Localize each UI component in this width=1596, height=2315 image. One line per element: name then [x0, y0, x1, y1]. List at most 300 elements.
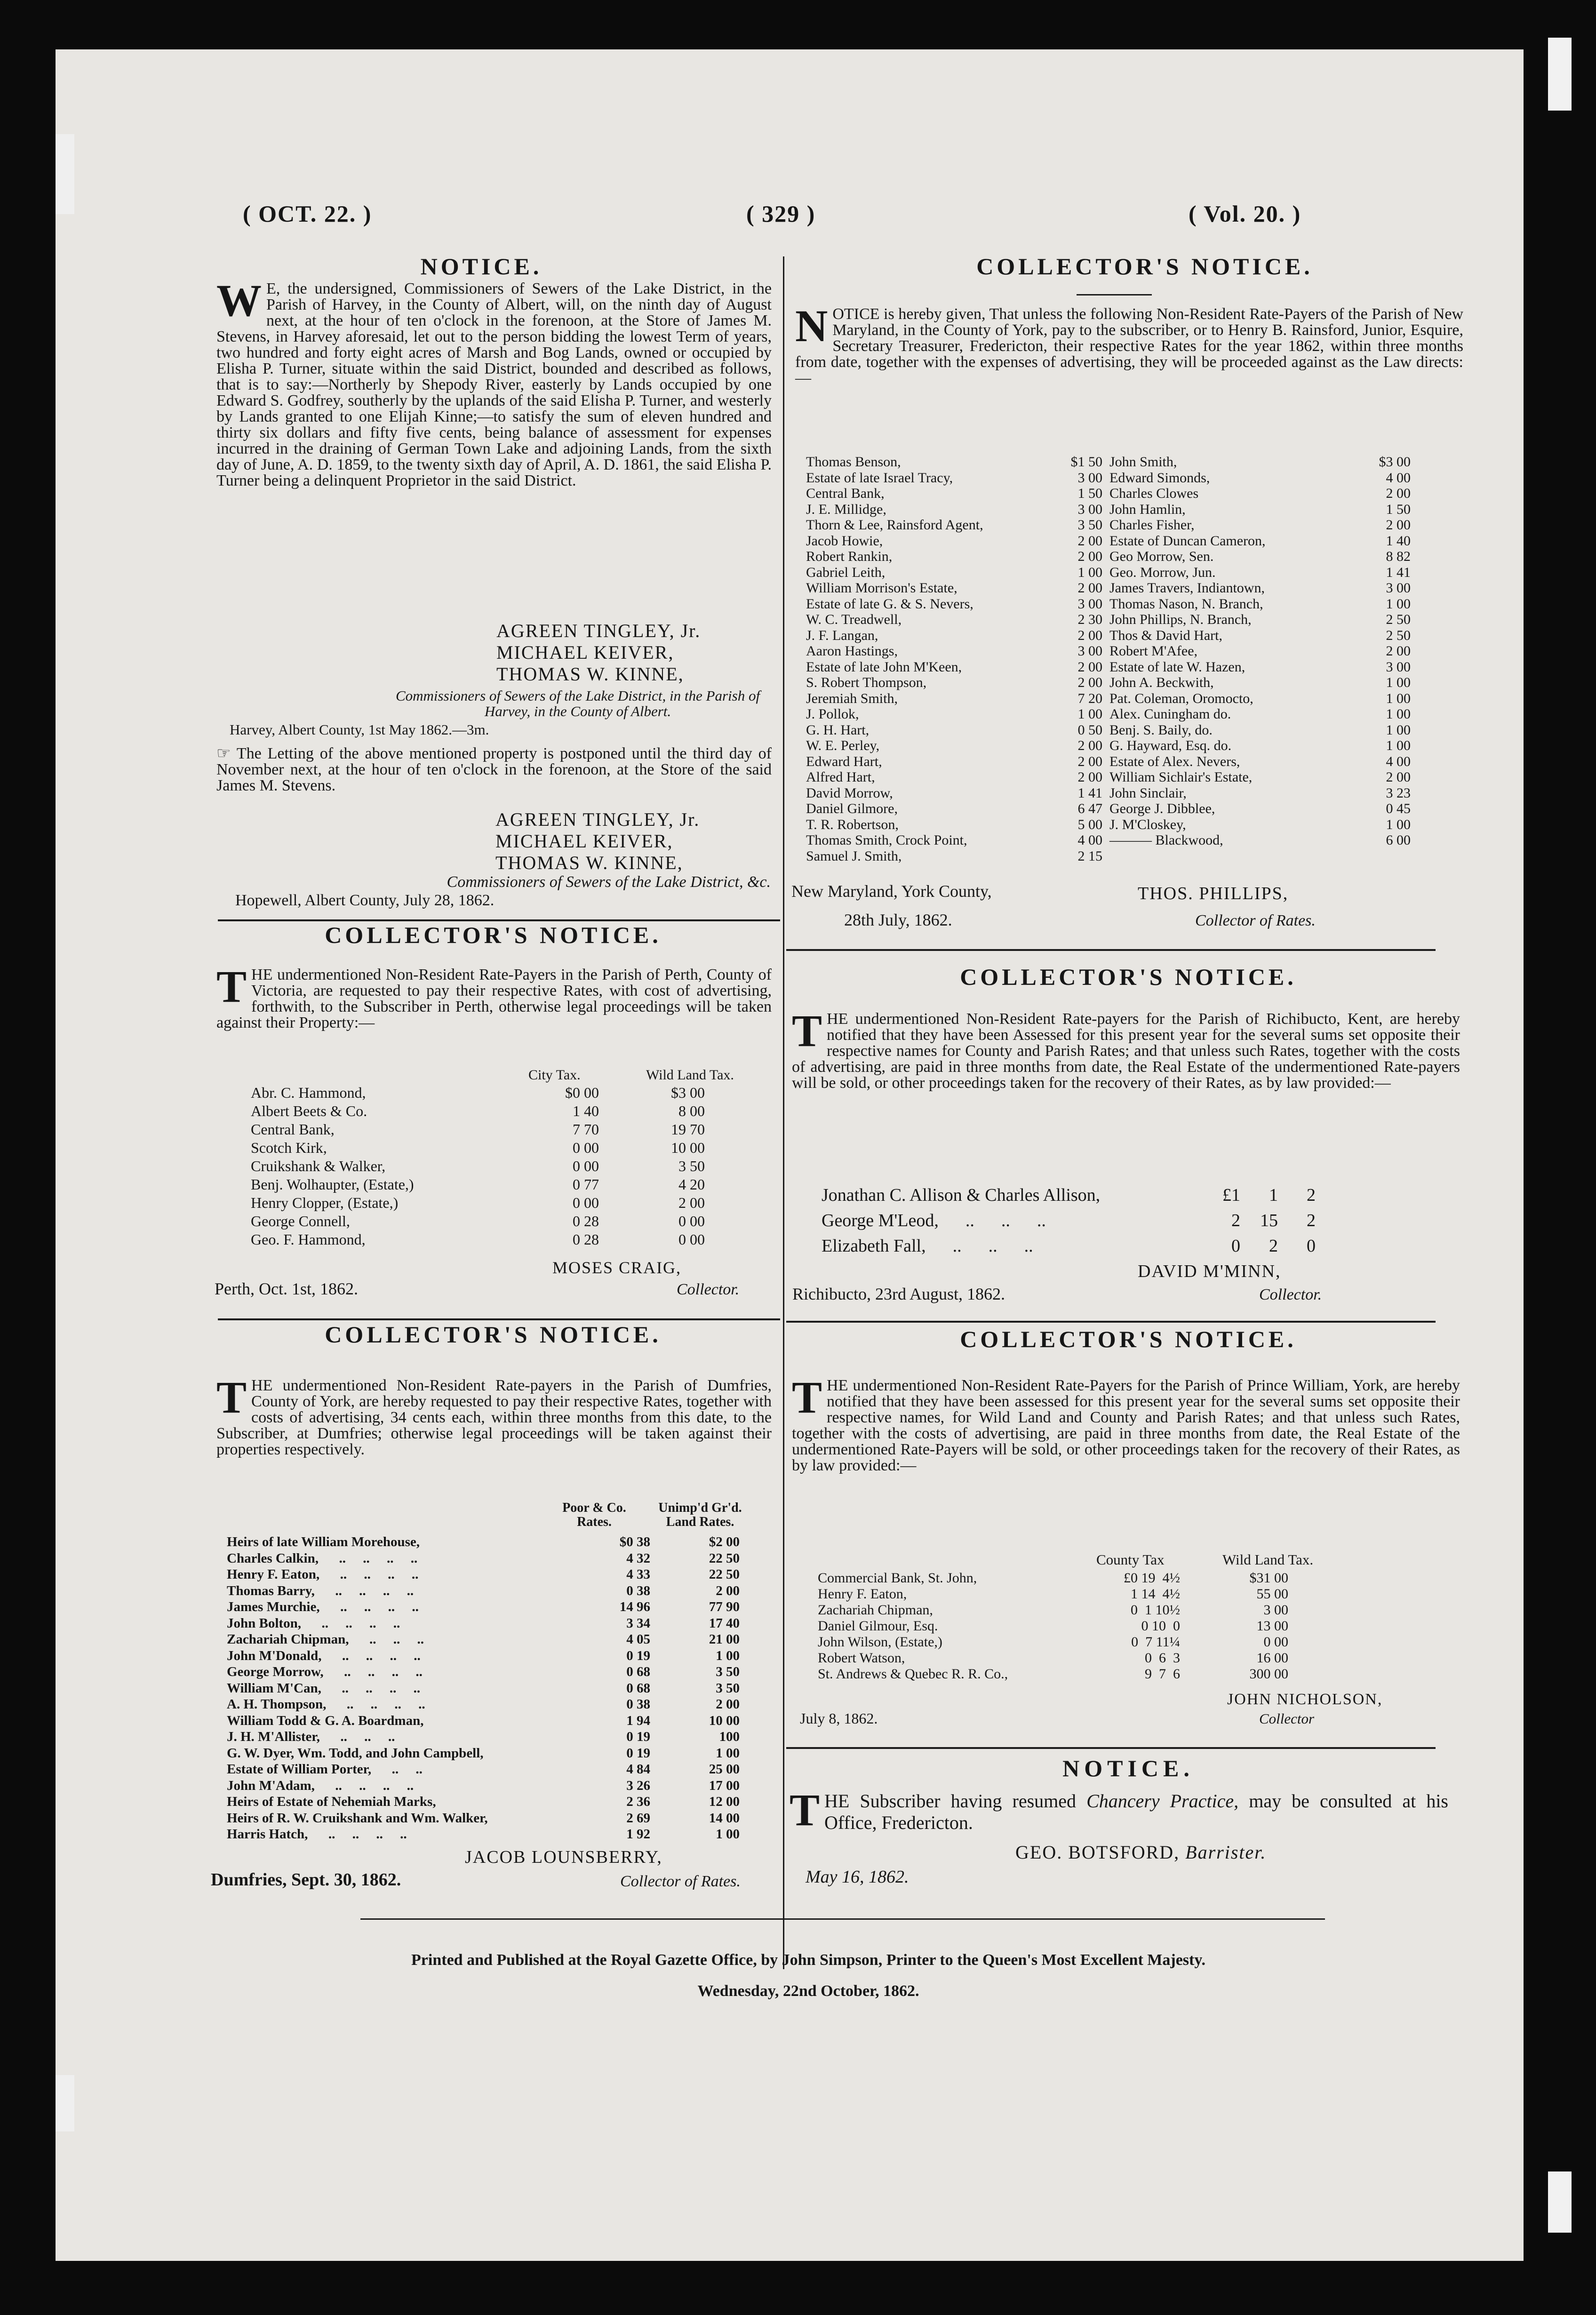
city-tax: 0 77: [573, 1176, 599, 1193]
notice-body: THE undermentioned Non-Resident Rate-payers in the Parish of Dumfries, County of York, are hereby requested to pay their respective Rates, together with costs of advertising, 34 cents each, within three months from this date, to the Subscriber, at Dumfries; otherwise legal proceedings will be taken against their properties respectively.: [216, 1372, 772, 1458]
wild-land-tax: 0 00: [678, 1213, 705, 1229]
notice-title: COLLECTOR'S NOTICE.: [960, 964, 1297, 990]
list-item: [1109, 502, 1411, 518]
payer-name: A. H. Thompson, .. .. .. ..: [227, 1697, 425, 1712]
payer-amount: 1 50: [1077, 486, 1102, 501]
payer-name: Robert Watson,: [818, 1650, 905, 1666]
list-item: [1109, 769, 1411, 785]
payer-name: Abr. C. Hammond,: [251, 1084, 366, 1101]
table-row: [251, 1194, 721, 1212]
payer-amount: 2 00: [1386, 486, 1411, 501]
county-tax: 0 6 3: [1145, 1650, 1180, 1666]
land-rate: 100: [719, 1729, 740, 1744]
signatories-2: AGREEN TINGLEY, Jr. MICHAEL KEIVER, THOMAS W. KINNE,: [495, 809, 700, 873]
table-row: [818, 1602, 1378, 1618]
list-item: [806, 643, 1102, 659]
list-item: [1109, 659, 1411, 675]
title-rule: [1077, 294, 1152, 295]
city-tax: 0 00: [573, 1158, 599, 1174]
list-item: [806, 454, 1102, 470]
poor-county-rate: 2 69: [626, 1810, 650, 1826]
section-rule: [786, 1747, 1436, 1749]
collector-name: DAVID M'MINN,: [1138, 1261, 1281, 1281]
list-item: [806, 785, 1102, 801]
table-row: [818, 1650, 1378, 1666]
poor-county-rate: 4 33: [626, 1567, 650, 1582]
payer-name: Henry F. Eaton,: [818, 1586, 907, 1602]
list-item: [1109, 706, 1411, 722]
amount: 2: [1307, 1185, 1316, 1205]
payer-amount: 2 00: [1077, 533, 1102, 549]
table-row: [251, 1120, 721, 1139]
table-row: [822, 1208, 1349, 1233]
place-date: Harvey, Albert County, 1st May 1862.—3m.: [230, 721, 489, 738]
amount: 0: [1307, 1236, 1316, 1256]
rate-list-right: [1109, 454, 1411, 848]
payer-amount: 2 00: [1077, 753, 1102, 769]
list-item: [806, 628, 1102, 644]
payer-name: Thomas Benson,: [806, 454, 901, 470]
poor-county-rate: 0 38: [626, 1583, 650, 1598]
poor-county-rate: 0 68: [626, 1664, 650, 1679]
poor-county-rate: 4 05: [626, 1632, 650, 1647]
notice-body: NOTICE is hereby given, That unless the following Non-Resident Rate-Payers of the Parish of New Maryland, in the County of York, pay to the subscriber, or to Henry B. Rainsford, Junior, Esquire, Secretary Treasurer, Fredericton, their respective Rates for the year 1862, within three months from date, together with the expenses of advertising, they will be proceeded against as the Law directs:—: [795, 301, 1463, 387]
payer-amount: 3 00: [1077, 501, 1102, 517]
payer-name: Alfred Hart,: [806, 769, 875, 785]
payer-amount: 8 82: [1386, 549, 1411, 564]
notice-body: THE Subscriber having resumed Chancery Practice, may be consulted at his Office, Fredericton.: [790, 1785, 1449, 1835]
payer-name: William Sichlair's Estate,: [1109, 769, 1253, 785]
land-rate: 3 50: [716, 1680, 740, 1696]
list-item: [1109, 785, 1411, 801]
payer-name: Harris Hatch, .. .. .. ..: [227, 1827, 407, 1842]
payer-name: George Morrow, .. .. .. ..: [227, 1664, 423, 1679]
payer-amount: 1 00: [1386, 596, 1411, 612]
payer-amount: 3 00: [1077, 596, 1102, 612]
land-rate: 1 00: [716, 1648, 740, 1663]
payer-name: G. W. Dyer, Wm. Todd, and John Campbell,: [227, 1745, 484, 1761]
payer-name: Thomas Nason, N. Branch,: [1109, 596, 1263, 612]
wild-land-tax: $3 00: [671, 1084, 705, 1101]
drop-cap: T: [216, 1372, 247, 1422]
table-row: [818, 1618, 1378, 1634]
notice-title: COLLECTOR'S NOTICE.: [325, 1321, 662, 1348]
notice-title: NOTICE.: [1062, 1755, 1194, 1781]
wild-land-tax: 55 00: [1256, 1586, 1288, 1602]
payer-name: W. C. Treadwell,: [806, 612, 902, 627]
table-row: [251, 1212, 721, 1230]
table-row: [227, 1599, 763, 1615]
payer-name: Heirs of Estate of Nehemiah Marks,: [227, 1794, 436, 1809]
payer-name: J. F. Langan,: [806, 627, 878, 643]
payer-name: Edward Simonds,: [1109, 470, 1210, 486]
payer-name: Jonathan C. Allison & Charles Allison,: [822, 1185, 1101, 1205]
amount: 2: [1231, 1211, 1240, 1230]
payer-name: John Bolton, .. .. .. ..: [227, 1615, 400, 1631]
notice-title: COLLECTOR'S NOTICE.: [325, 922, 662, 948]
column-header: Unimp'd Gr'd. Land Rates.: [658, 1501, 742, 1529]
payer-amount: 7 20: [1077, 690, 1102, 706]
payer-amount: 1 41: [1386, 564, 1411, 580]
drop-cap: T: [792, 1006, 822, 1056]
payer-name: Estate of late John M'Keen,: [806, 659, 962, 675]
wild-land-tax: 2 00: [678, 1194, 705, 1211]
list-item: [806, 533, 1102, 549]
payer-amount: 6 00: [1386, 832, 1411, 848]
poor-county-rate: $0 38: [619, 1534, 650, 1549]
payer-name: Estate of late Israel Tracy,: [806, 470, 953, 486]
list-item: [806, 832, 1102, 848]
payer-name: Aaron Hastings,: [806, 643, 898, 659]
postponement-note: ☞ The Letting of the above mentioned property is postponed until the third day of November next, at the hour of ten o'clock in the forenoon, at the Store of the said James M. Stevens.: [216, 745, 772, 794]
wild-land-tax: 3 50: [678, 1158, 705, 1174]
payer-name: Central Bank,: [806, 486, 885, 501]
wild-land-tax: 3 00: [1263, 1602, 1288, 1618]
payer-amount: 4 00: [1077, 832, 1102, 848]
list-item: [1109, 517, 1411, 533]
wild-land-tax: 8 00: [678, 1102, 705, 1119]
list-item: [1109, 549, 1411, 565]
poor-county-rate: 3 26: [626, 1778, 650, 1793]
payer-name: Henry F. Eaton, .. .. .. ..: [227, 1567, 419, 1582]
payer-amount: 2 15: [1077, 848, 1102, 864]
list-item: [1109, 580, 1411, 596]
payer-name: Robert Rankin,: [806, 549, 893, 564]
page-edge-tab: [1548, 38, 1572, 111]
table-row: [251, 1230, 721, 1249]
land-rate: 22 50: [709, 1567, 740, 1582]
payer-name: Robert M'Afee,: [1109, 643, 1198, 659]
table-row: [227, 1761, 763, 1778]
collector-role: Collector of Rates.: [620, 1873, 741, 1890]
list-item: [806, 517, 1102, 533]
payer-name: J. Pollok,: [806, 706, 859, 722]
table-row: [822, 1233, 1349, 1259]
payer-name: George J. Dibblee,: [1109, 801, 1215, 816]
table-row: [227, 1810, 763, 1827]
poor-county-rate: 0 19: [626, 1745, 650, 1761]
payer-name: Geo. F. Hammond,: [251, 1231, 366, 1248]
newspaper-page: [56, 49, 1524, 2261]
land-rate: $2 00: [709, 1534, 740, 1549]
payer-name: John Phillips, N. Branch,: [1109, 612, 1252, 627]
payer-name: John Sinclair,: [1109, 785, 1187, 801]
payer-name: George M'Leod, .. .. ..: [822, 1211, 1046, 1230]
list-item: [1109, 470, 1411, 486]
city-tax: 0 00: [573, 1194, 599, 1211]
county-tax: 0 7 11¼: [1131, 1634, 1180, 1650]
list-item: [1109, 486, 1411, 502]
poor-county-rate: 0 19: [626, 1729, 650, 1744]
payer-amount: 3 23: [1386, 785, 1411, 801]
payer-name: Benj. S. Baily, do.: [1109, 722, 1213, 738]
table-row: [227, 1794, 763, 1810]
list-item: [1109, 596, 1411, 612]
payer-amount: 2 00: [1077, 627, 1102, 643]
table-row: [818, 1666, 1378, 1682]
table-row: [227, 1648, 763, 1664]
list-item: [806, 596, 1102, 612]
payer-name: St. Andrews & Quebec R. R. Co.,: [818, 1666, 1008, 1682]
list-item: [1109, 533, 1411, 549]
section-rule: [786, 949, 1436, 951]
table-row: [818, 1570, 1378, 1586]
amount: 2: [1307, 1211, 1316, 1230]
payer-amount: 4 00: [1386, 753, 1411, 769]
table-row: [818, 1586, 1378, 1602]
wild-land-tax: 0 00: [1263, 1634, 1288, 1650]
payer-amount: 4 00: [1386, 470, 1411, 486]
place-date: July 8, 1862.: [800, 1710, 878, 1727]
payer-name: James Murchie, .. .. .. ..: [227, 1599, 419, 1614]
payer-amount: 3 00: [1077, 470, 1102, 486]
payer-amount: 2 00: [1077, 769, 1102, 785]
payer-name: Heirs of late William Morehouse,: [227, 1534, 420, 1549]
payer-name: Estate of late G. & S. Nevers,: [806, 596, 974, 612]
column-header: Wild Land Tax.: [646, 1067, 734, 1083]
place-date-2: Hopewell, Albert County, July 28, 1862.: [235, 892, 495, 909]
payer-name: Elizabeth Fall, .. .. ..: [822, 1236, 1033, 1256]
section-rule: [218, 1318, 780, 1320]
list-item: [806, 565, 1102, 581]
payer-amount: 3 00: [1386, 580, 1411, 596]
payer-amount: 1 00: [1386, 706, 1411, 722]
notice-body: THE undermentioned Non-Resident Rate-Payers for the Parish of Prince William, York, are hereby notified that they have been assessed for this present year for the several sums set opposite their respective names, for Wild Land and County and Parish Rates; and that unless such Rates, together with the costs of advertising, are paid in three months from date, the Real Estate of the undermentioned Rate-Payers will be sold, or other proceedings taken for the recovery of their Rates, as by law provided:—: [792, 1372, 1460, 1474]
payer-name: J. M'Closkey,: [1109, 816, 1186, 832]
payer-amount: $3 00: [1379, 454, 1411, 470]
payer-name: Estate of Duncan Cameron,: [1109, 533, 1266, 549]
payer-amount: 2 00: [1077, 580, 1102, 596]
payer-amount: 1 41: [1077, 785, 1102, 801]
rate-table: [822, 1182, 1349, 1259]
section-rule: [786, 1321, 1436, 1323]
wild-land-tax: 4 20: [678, 1176, 705, 1193]
table-row: [227, 1696, 763, 1713]
payer-amount: 2 50: [1386, 612, 1411, 627]
payer-amount: 3 00: [1386, 659, 1411, 675]
payer-amount: 1 00: [1386, 738, 1411, 753]
wild-land-tax: 300 00: [1249, 1666, 1288, 1682]
list-item: [806, 738, 1102, 754]
place-date: Richibucto, 23rd August, 1862.: [792, 1285, 1005, 1303]
list-item: [1109, 722, 1411, 738]
payer-name: Commercial Bank, St. John,: [818, 1570, 977, 1586]
collector-name: MOSES CRAIG,: [552, 1258, 682, 1277]
binding-tab: [56, 134, 74, 214]
page-edge-tab: [1548, 2171, 1572, 2233]
county-tax: 0 1 10½: [1131, 1602, 1180, 1618]
payer-name: Thos & David Hart,: [1109, 627, 1222, 643]
land-rate: 14 00: [709, 1810, 740, 1826]
payer-amount: 5 00: [1077, 816, 1102, 832]
poor-county-rate: 14 96: [619, 1599, 650, 1614]
payer-amount: 1 50: [1386, 501, 1411, 517]
collector-name: JOHN NICHOLSON,: [1227, 1691, 1383, 1708]
column-header: Wild Land Tax.: [1222, 1551, 1314, 1568]
drop-cap: T: [790, 1785, 820, 1835]
table-row: [227, 1550, 763, 1567]
list-item: [1109, 691, 1411, 707]
payer-name: John Smith,: [1109, 454, 1177, 470]
list-item: [1109, 738, 1411, 754]
county-tax: £0 19 4½: [1124, 1570, 1180, 1586]
rate-table: [227, 1534, 763, 1843]
payer-amount: 2 00: [1386, 517, 1411, 533]
payer-amount: 1 00: [1077, 706, 1102, 722]
city-tax: $0 00: [565, 1084, 599, 1101]
payer-amount: $1 50: [1070, 454, 1102, 470]
table-row: [227, 1566, 763, 1583]
list-item: [806, 502, 1102, 518]
list-item: [806, 848, 1102, 864]
poor-county-rate: 4 32: [626, 1550, 650, 1566]
payer-name: James Travers, Indiantown,: [1109, 580, 1265, 596]
list-item: [1109, 801, 1411, 817]
list-item: [806, 675, 1102, 691]
list-item: [806, 580, 1102, 596]
table-row: [251, 1139, 721, 1157]
payer-name: John A. Beckwith,: [1109, 675, 1214, 690]
payer-name: Estate of William Porter, .. ..: [227, 1762, 423, 1777]
list-item: [1109, 675, 1411, 691]
list-item: [1109, 612, 1411, 628]
signatories: AGREEN TINGLEY, Jr. MICHAEL KEIVER, THOMAS W. KINNE,: [496, 620, 701, 685]
payer-name: John Hamlin,: [1109, 501, 1186, 517]
payer-amount: 0 45: [1386, 801, 1411, 816]
payer-name: Jeremiah Smith,: [806, 690, 898, 706]
payer-name: Central Bank,: [251, 1121, 335, 1138]
payer-amount: 6 47: [1077, 801, 1102, 816]
table-row: [251, 1157, 721, 1175]
list-item: [806, 691, 1102, 707]
county-tax: 9 7 6: [1145, 1666, 1180, 1682]
amount: 1: [1269, 1185, 1278, 1205]
city-tax: 0 28: [573, 1231, 599, 1248]
collector-role: Collector of Rates.: [1195, 912, 1316, 929]
collector-role: Collector: [1259, 1710, 1315, 1727]
wild-land-tax: 0 00: [678, 1231, 705, 1248]
payer-name: Zachariah Chipman, .. .. ..: [227, 1632, 424, 1647]
table-row: [227, 1680, 763, 1697]
payer-name: Charles Fisher,: [1109, 517, 1195, 533]
table-row: [227, 1631, 763, 1648]
payer-amount: 1 00: [1386, 675, 1411, 690]
list-item: [806, 470, 1102, 486]
payer-amount: 1 00: [1386, 722, 1411, 738]
payer-name: Estate of Alex. Nevers,: [1109, 753, 1240, 769]
amount: 15: [1260, 1211, 1278, 1230]
payer-name: G. H. Hart,: [806, 722, 870, 738]
notice-title: COLLECTOR'S NOTICE.: [976, 253, 1313, 279]
payer-amount: 2 00: [1386, 643, 1411, 659]
payer-amount: 2 00: [1386, 769, 1411, 785]
wild-land-tax: 19 70: [671, 1121, 705, 1138]
table-row: [227, 1583, 763, 1599]
place-date: Perth, Oct. 1st, 1862.: [215, 1279, 358, 1298]
publication-date: Wednesday, 22nd October, 1862.: [697, 1982, 919, 2000]
payer-amount: 2 00: [1077, 659, 1102, 675]
payer-name: Thorn & Lee, Rainsford Agent,: [806, 517, 983, 533]
payer-name: Zachariah Chipman,: [818, 1602, 933, 1618]
attorney-name: GEO. BOTSFORD, Barrister.: [1015, 1842, 1267, 1863]
payer-name: Cruikshank & Walker,: [251, 1158, 386, 1174]
poor-county-rate: 1 94: [626, 1713, 650, 1728]
drop-cap: T: [792, 1372, 822, 1422]
payer-name: Thomas Smith, Crock Point,: [806, 832, 967, 848]
land-rate: 2 00: [716, 1697, 740, 1712]
land-rate: 25 00: [709, 1762, 740, 1777]
collector-name: JACOB LOUNSBERRY,: [465, 1847, 662, 1867]
column-divider: [783, 256, 784, 1969]
list-item: [806, 769, 1102, 785]
list-item: [1109, 454, 1411, 470]
drop-cap: N: [795, 301, 828, 351]
payer-name: Samuel J. Smith,: [806, 848, 902, 864]
list-item: [806, 722, 1102, 738]
payer-name: Benj. Wolhaupter, (Estate,): [251, 1176, 414, 1193]
payer-name: Pat. Coleman, Oromocto,: [1109, 690, 1253, 706]
city-tax: 7 70: [573, 1121, 599, 1138]
rate-table: [251, 1084, 721, 1249]
payer-name: J. E. Millidge,: [806, 501, 886, 517]
payer-amount: 2 00: [1077, 738, 1102, 753]
table-row: [251, 1175, 721, 1194]
payer-amount: 2 00: [1077, 549, 1102, 564]
list-item: [1109, 754, 1411, 770]
payer-name: Jacob Howie,: [806, 533, 883, 549]
amount: £1: [1222, 1185, 1240, 1205]
table-row: [227, 1826, 763, 1843]
county-tax: 1 14 4½: [1131, 1586, 1180, 1602]
header-page-number: ( 329 ): [746, 200, 816, 227]
poor-county-rate: 0 38: [626, 1697, 650, 1712]
collector-role: Collector.: [1259, 1286, 1322, 1303]
land-rate: 12 00: [709, 1794, 740, 1809]
amount: 0: [1231, 1236, 1240, 1256]
land-rate: 10 00: [709, 1713, 740, 1728]
column-header: County Tax: [1096, 1551, 1165, 1568]
poor-county-rate: 0 19: [626, 1648, 650, 1663]
land-rate: 17 00: [709, 1778, 740, 1793]
payer-name: William Todd & G. A. Boardman,: [227, 1713, 424, 1728]
payer-name: Daniel Gilmore,: [806, 801, 898, 816]
payer-name: Heirs of R. W. Cruikshank and Wm. Walker,: [227, 1810, 488, 1826]
table-row: [251, 1084, 721, 1102]
payer-name: Geo. Morrow, Jun.: [1109, 564, 1216, 580]
payer-name: Edward Hart,: [806, 753, 882, 769]
land-rate: 2 00: [716, 1583, 740, 1598]
table-row: [818, 1634, 1378, 1650]
table-row: [251, 1102, 721, 1120]
poor-county-rate: 3 34: [626, 1615, 650, 1631]
payer-name: W. E. Perley,: [806, 738, 880, 753]
poor-county-rate: 4 84: [626, 1762, 650, 1777]
table-row: [227, 1778, 763, 1794]
payer-name: T. R. Robertson,: [806, 816, 899, 832]
drop-cap: T: [216, 961, 247, 1012]
payer-name: David Morrow,: [806, 785, 893, 801]
collector-role: Collector.: [677, 1281, 740, 1298]
payer-name: John Wilson, (Estate,): [818, 1634, 942, 1650]
wild-land-tax: 10 00: [671, 1139, 705, 1156]
poor-county-rate: 1 92: [626, 1827, 650, 1842]
notice-body: THE undermentioned Non-Resident Rate-Payers in the Parish of Perth, County of Victoria, are requested to pay their respective Rates, with cost of advertising, forthwith, to the Subscriber in Perth, otherwise legal proceedings will be taken against their Property:—: [216, 961, 772, 1031]
payer-name: Alex. Cuningham do.: [1109, 706, 1231, 722]
city-tax: 1 40: [573, 1102, 599, 1119]
collector-name: THOS. PHILLIPS,: [1138, 884, 1289, 903]
payer-name: Charles Calkin, .. .. .. ..: [227, 1550, 418, 1566]
land-rate: 3 50: [716, 1664, 740, 1679]
